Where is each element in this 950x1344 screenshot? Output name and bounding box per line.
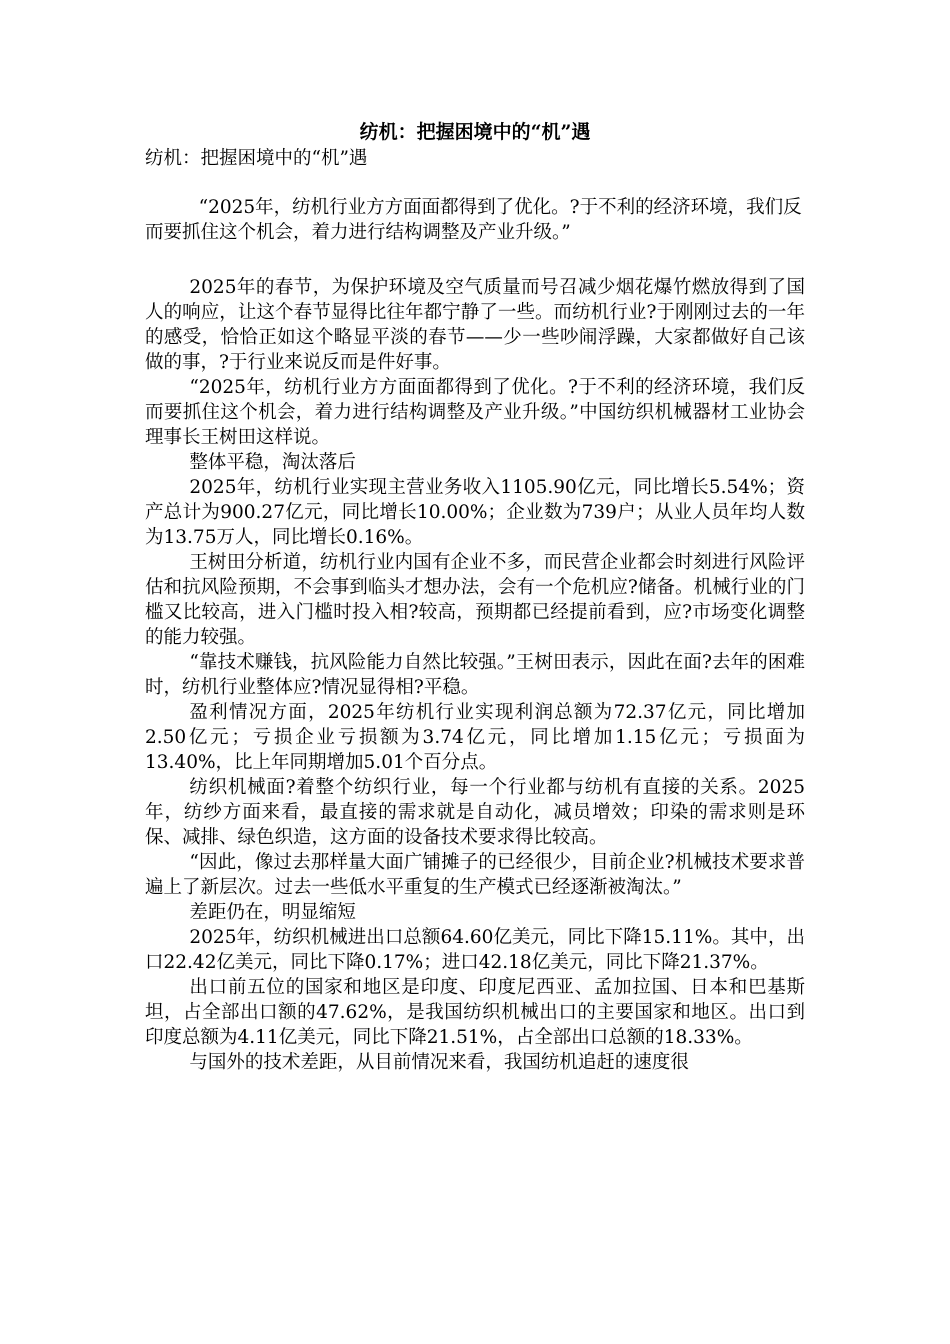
article-body [145,275,805,1075]
paragraph: “2025年，纺机行业方方面面都得到了优化。?于不利的经济环境，我们反而要抓住这个机会，着力进行结构调整及产业升级。”中国纺织机械器材工业协会理事长王树田这样说。 [145,377,805,448]
lead-quote: “2025年，纺机行业方方面面都得到了优化。?于不利的经济环境，我们反而要抓住这个机会，着力进行结构调整及产业升级。” [145,197,802,243]
document-page [145,118,805,1075]
document-subtitle: 纺机：把握困境中的“机”遇 [145,148,368,169]
paragraph: 2025年，纺机行业实现主营业务收入1105.90亿元，同比增长5.54%；资产总计为900.27亿元，同比增长10.00%；企业数为739户；从业人员年均人数为13.75万人，同比增长0.16%。 [145,477,805,548]
document-title: 纺机：把握困境中的“机”遇 [359,121,591,143]
paragraph: 与国外的技术差距，从目前情况来看，我国纺机追赶的速度很 [189,1052,689,1073]
paragraph: 纺织机械面?着整个纺织行业，每一个行业都与纺机有直接的关系。2025年，纺纱方面来看，最直接的需求就是自动化，减员增效；印染的需求则是环保、减排、绿色织造，这方面的设备技术要求得比较高。 [145,777,805,848]
paragraph: 王树田分析道，纺机行业内国有企业不多，而民营企业都会时刻进行风险评估和抗风险预期，不会事到临头才想办法，会有一个危机应?储备。机械行业的门槛又比较高，进入门槛时投入相?较高，预期都已经提前看到，应?市场变化调整的能力较强。 [145,552,805,648]
section-heading: 差距仍在，明显缩短 [189,902,356,923]
paragraph: 2025年，纺织机械进出口总额64.60亿美元，同比下降15.11%。其中，出口22.42亿美元，同比下降0.17%；进口42.18亿美元，同比下降21.37%。 [145,927,805,973]
paragraph: “靠技术赚钱，抗风险能力自然比较强。”王树田表示，因此在面?去年的困难时，纺机行业整体应?情况显得相?平稳。 [145,652,805,698]
paragraph: 出口前五位的国家和地区是印度、印度尼西亚、孟加拉国、日本和巴基斯坦，占全部出口额的47.62%，是我国纺织机械出口的主要国家和地区。出口到印度总额为4.11亿美元，同比下降21.51%，占全部出口总额的18.33%。 [145,977,805,1048]
paragraph: 2025年的春节，为保护环境及空气质量而号召减少烟花爆竹燃放得到了国人的响应，让这个春节显得比往年都宁静了一些。而纺机行业?于刚刚过去的一年的感受，恰恰正如这个略显平淡的春节——少一些吵闹浮躁，大家都做好自己该做的事，?于行业来说反而是件好事。 [145,277,805,373]
section-heading: 整体平稳，淘汰落后 [189,452,356,473]
paragraph: 盈利情况方面，2025年纺机行业实现利润总额为72.37亿元，同比增加2.50亿元；亏损企业亏损额为3.74亿元，同比增加1.15亿元；亏损面为13.40%，比上年同期增加5.01个百分点。 [145,702,805,773]
paragraph: “因此，像过去那样量大面广铺摊子的已经很少，目前企业?机械技术要求普遍上了新层次。过去一些低水平重复的生产模式已经逐渐被淘汰。” [145,852,805,898]
